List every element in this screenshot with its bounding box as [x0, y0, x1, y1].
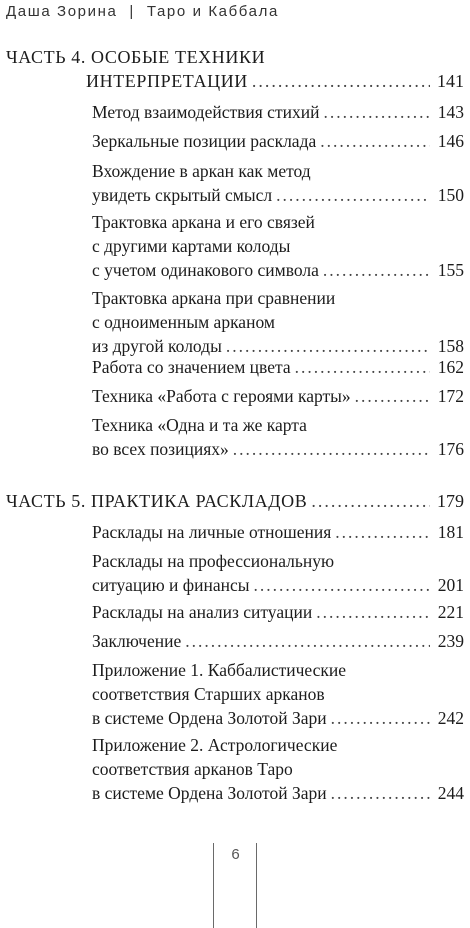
part5-entry-text: Расклады на анализ ситуации	[92, 602, 313, 622]
part4-entry-text: Вхождение в аркан как метод	[92, 161, 311, 181]
part4-entry-page: 143	[437, 102, 464, 122]
leader-dots	[185, 629, 430, 653]
leader-dots	[253, 573, 430, 597]
part4-entry-line	[92, 258, 464, 282]
part4-heading	[6, 45, 464, 93]
part5-entry-page: 181	[437, 522, 464, 542]
part4-entry-text: во всех позициях»	[92, 439, 229, 459]
part4-entry-text: Техника «Одна и та же карта	[92, 415, 307, 435]
leader-dots	[331, 781, 430, 805]
part4-entry	[92, 355, 464, 379]
part5-entry	[92, 658, 464, 730]
part4-page: 141	[437, 71, 464, 91]
part4-entry-line	[92, 100, 464, 124]
part5-entry-line	[92, 781, 464, 805]
part5-page: 179	[437, 491, 464, 511]
part5-entry-line	[92, 520, 464, 544]
part4-entry-line	[92, 129, 464, 153]
part5-entry-text: ситуацию и финансы	[92, 575, 250, 595]
part5-entry-text: Приложение 2. Астрологические	[92, 735, 338, 755]
part5-entry-text: соответствия арканов Таро	[92, 759, 293, 779]
part5-entry-page: 239	[437, 631, 464, 651]
leader-dots	[276, 183, 430, 207]
part4-entry-line	[92, 437, 464, 461]
part5-heading	[6, 489, 464, 513]
part4-entry-line	[92, 355, 464, 379]
part4-entry-text: с одноименным арканом	[92, 312, 275, 332]
part5-entry	[92, 600, 464, 624]
part4-entry-page: 158	[437, 336, 464, 356]
header-author: Даша Зорина	[6, 3, 118, 20]
part4-entry	[92, 129, 464, 153]
part4-entry-page: 146	[437, 131, 464, 151]
part5-entry-text: в системе Ордена Золотой Зари	[92, 708, 327, 728]
part5-title-line1: ЧАСТЬ 5. ПРАКТИКА РАСКЛАДОВ ..... 179	[6, 489, 464, 513]
part5-entry-text: в системе Ордена Золотой Зари	[92, 783, 327, 803]
leader-dots	[331, 706, 430, 730]
part5-entry-line	[92, 706, 464, 730]
part5-entry-text: Расклады на профессиональную	[92, 551, 335, 571]
part4-entry-page: 172	[437, 386, 464, 406]
part4-entry	[92, 286, 464, 358]
part4-entry-text: с другими картами колоды	[92, 236, 291, 256]
part5-entry-line	[92, 573, 464, 597]
part4-entry-page: 150	[437, 185, 464, 205]
part5-entry	[92, 629, 464, 653]
part4-title-line2: ИНТЕРПРЕТАЦИИ ..... 141	[6, 69, 464, 93]
part4-entry	[92, 159, 464, 207]
part5-entry-page: 201	[437, 575, 464, 595]
part4-entry	[92, 100, 464, 124]
part4-entry-text: с учетом одинакового символа	[92, 260, 319, 280]
leader-dots	[323, 100, 430, 124]
part5-entry-line	[92, 629, 464, 653]
page-footer	[0, 843, 470, 928]
leader-dots	[316, 600, 430, 624]
part4-entry-page: 176	[437, 439, 464, 459]
part4-entry-page: 155	[437, 260, 464, 280]
part4-entry-text: Трактовка аркана при сравнении	[92, 288, 336, 308]
part5-entry	[92, 733, 464, 805]
part5-entry	[92, 549, 464, 597]
part4-entry-text: Метод взаимодействия стихий	[92, 102, 320, 122]
leader-dots	[323, 258, 430, 282]
part5-entry-text: соответствия Старших арканов	[92, 684, 325, 704]
leader-dots	[355, 384, 430, 408]
part5-entry-text: Заключение	[92, 631, 182, 651]
part4-entry-line	[92, 384, 464, 408]
part4-entry-text: увидеть скрытый смысл	[92, 185, 273, 205]
header-separator: |	[129, 3, 135, 20]
part5-entry-line	[92, 600, 464, 624]
part4-title-line1: ЧАСТЬ 4. ОСОБЫЕ ТЕХНИКИ	[6, 47, 266, 67]
leader-dots	[233, 437, 430, 461]
part4-entry	[92, 210, 464, 282]
leader-dots	[320, 129, 430, 153]
part4-entry-line	[92, 183, 464, 207]
part4-entry-text: Техника «Работа с героями карты»	[92, 386, 351, 406]
page-number: 6	[231, 846, 240, 863]
part4-entry-text: Зеркальные позиции расклада	[92, 131, 317, 151]
part4-entry-text: из другой колоды	[92, 336, 222, 356]
part4-entry-page: 162	[437, 357, 464, 377]
part5-entry-page: 244	[437, 783, 464, 803]
part5-entry	[92, 520, 464, 544]
part4-entry-text: Трактовка аркана и его связей	[92, 212, 315, 232]
leader-dots	[335, 520, 430, 544]
part4-entry-text: Работа со значением цвета	[92, 357, 291, 377]
part5-entry-page: 242	[437, 708, 464, 728]
header-book-title: Таро и Каббала	[146, 3, 279, 20]
part4-entry	[92, 384, 464, 408]
part5-entry-text: Приложение 1. Каббалистические	[92, 660, 347, 680]
part4-entry	[92, 413, 464, 461]
part5-entry-text: Расклады на личные отношения	[92, 522, 332, 542]
leader-dots	[295, 355, 430, 379]
running-header	[6, 3, 279, 20]
part5-entry-page: 221	[437, 602, 464, 622]
